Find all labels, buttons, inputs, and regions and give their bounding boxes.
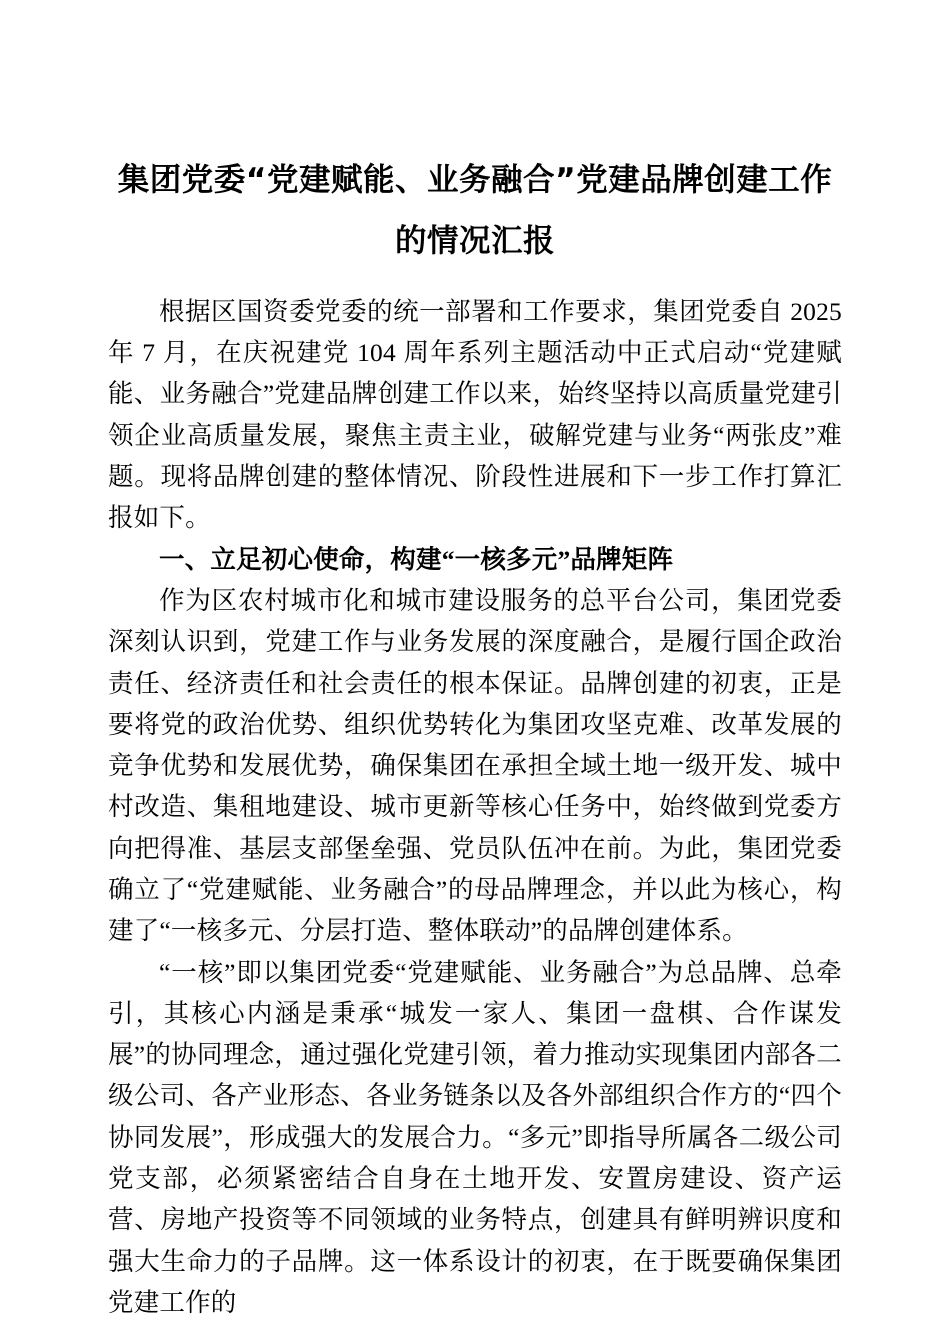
paragraph-body-2: “一核”即以集团党委“党建赋能、业务融合”为总品牌、总牵引，其核心内涵是秉承“城发一家人、集团一盘棋、合作谋发展”的协同理念，通过强化党建引领，着力推动实现集团内部各二级公司、各产业形态、各业务链条以及各外部组织合作方的“四个协同发展”，形成强大的发展合力。“多元”即指导所属各二级公司党支部，必须紧密结合自身在土地开发、安置房建设、资产运营、房地产投资等不同领域的业务特点，创建具有鲜明辨识度和强大生命力的子品牌。这一体系设计的初衷，在于既要确保集团党建工作的: [108, 957, 842, 1317]
paragraph-body-1: 作为区农村城市化和城市建设服务的总平台公司，集团党委深刻认识到，党建工作与业务发展的深度融合，是履行国企政治责任、经济责任和社会责任的根本保证。品牌创建的初衷，正是要将党的政治优势、组织优势转化为集团攻坚克难、改革发展的竞争优势和发展优势，确保集团在承担全域土地一级开发、城中村改造、集租地建设、城市更新等核心任务中，始终做到党委方向把得准、基层支部堡垒强、党员队伍冲在前。为此，集团党委确立了“党建赋能、业务融合”的母品牌理念，并以此为核心，构建了“一核多元、分层打造、整体联动”的品牌创建体系。: [108, 585, 842, 946]
page-title: 集团党委“党建赋能、业务融合”党建品牌创建工作的情况汇报: [117, 162, 833, 260]
section-heading-1: 一、立足初心使命，构建“一核多元”品牌矩阵: [159, 544, 674, 574]
paragraph-intro: 根据区国资委党委的统一部署和工作要求，集团党委自 2025 年 7 月，在庆祝建党 104 周年系列主题活动中正式启动“党建赋能、业务融合”党建品牌创建工作以来，始终坚持以高质量党建引领企业高质量发展，聚焦主责主业，破解党建与业务“两张皮”难题。现将品牌创建的整体情况、阶段性进展和下一步工作打算汇报如下。: [108, 296, 842, 533]
